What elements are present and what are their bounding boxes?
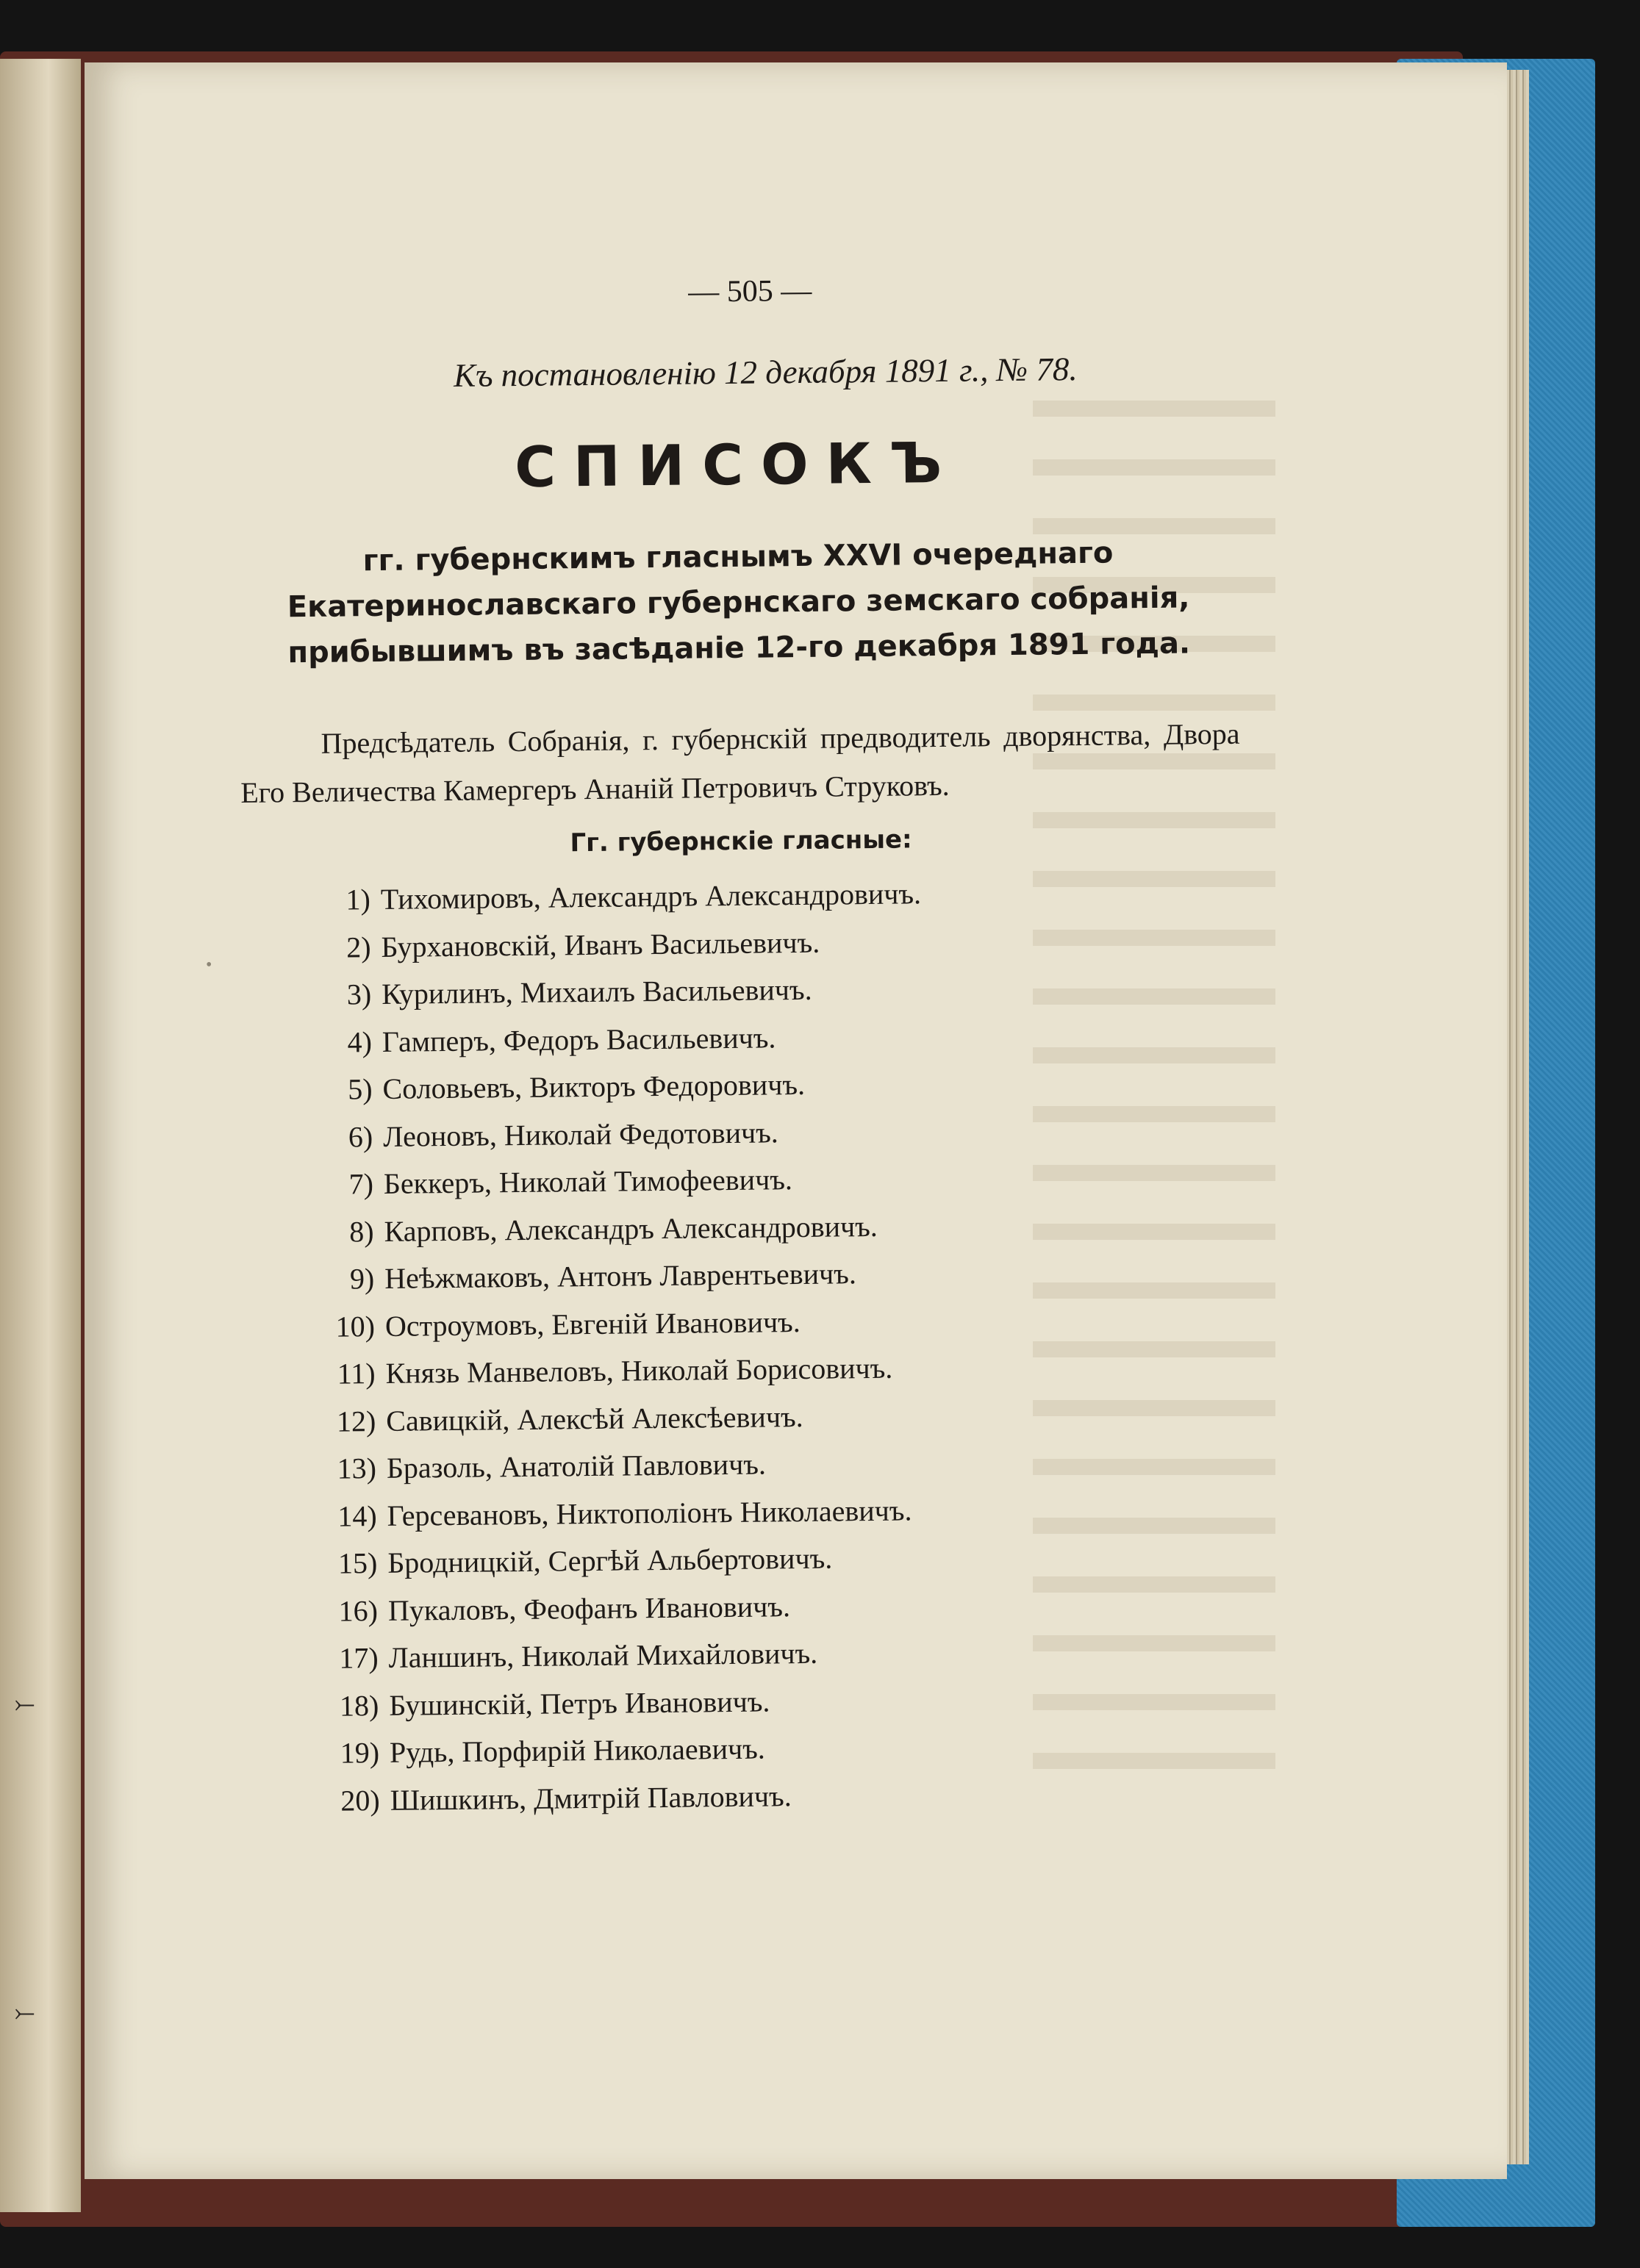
member-name: Рудь, Порфирій Николаевичъ. [389,1731,765,1769]
member-number: 19) [340,1736,380,1770]
ink-spot: • [206,955,212,975]
member-name: Пукаловъ, Феофанъ Ивановичъ. [387,1589,791,1627]
member-number: 15) [337,1546,378,1580]
member-name: Курилинъ, Михаилъ Васильевичъ. [381,972,812,1011]
member-number: 14) [337,1499,377,1533]
member-number: 2) [345,930,371,963]
page-number: — 505 — [687,273,812,309]
member-name: Соловьевъ, Викторъ Федоровичъ. [382,1067,806,1105]
member-name: Ланшинъ, Николай Михайловичъ. [388,1636,818,1674]
facing-page [0,59,81,2212]
members-heading: Гг. губернскіе гласные: [570,825,912,858]
member-name: Бурхановскій, Иванъ Васильевичъ. [381,925,820,963]
member-number: 7) [348,1167,374,1201]
page-content [235,269,1251,1826]
member-number: 10) [335,1309,376,1343]
member-name: Бродницкій, Сергѣй Альбертовичъ. [387,1541,833,1579]
member-number: 9) [349,1262,375,1296]
margin-mark: ⤚ [15,1690,35,1718]
document-subtitle: гг. губернскимъ гласнымъ XXVI очереднаго Екатеринославскаго губернскаго земскаго собранія, прибывшимъ въ засѣданіе 12-го декабря 1891 года. [287,536,1191,670]
member-name: Гамперъ, Федоръ Васильевичъ. [382,1020,776,1058]
member-number: 6) [348,1119,373,1153]
member-number: 18) [339,1688,379,1723]
member-number: 17) [339,1641,379,1675]
member-number: 4) [347,1024,373,1058]
member-number: 11) [337,1357,376,1390]
member-name: Бушинскій, Петръ Ивановичъ. [389,1684,770,1722]
member-name: Герсевановъ, Никтополіонъ Николаевичъ. [387,1493,912,1532]
member-name: Беккеръ, Николай Тимофеевичъ. [383,1163,793,1200]
member-name: Остроумовъ, Евгеній Ивановичъ. [384,1305,801,1343]
member-name: Леоновъ, Николай Федотовичъ. [382,1115,779,1153]
member-number: 16) [338,1593,379,1628]
member-number: 13) [337,1451,377,1485]
document-title: СПИСОКЪ [514,429,960,500]
members-list [242,867,1251,1826]
margin-mark: ⤚ [15,1999,35,2026]
member-name: Шишкинъ, Дмитрій Павловичъ. [390,1779,792,1817]
member-name: Бразоль, Анатолій Павловичъ. [386,1447,767,1485]
member-name: Карповъ, Александръ Александровичъ. [384,1209,878,1248]
member-number: 8) [349,1214,374,1248]
member-number: 12) [336,1404,376,1438]
member-name: Князь Манвеловъ, Николай Борисовичъ. [385,1351,893,1390]
chairman-paragraph: Предсѣдатель Собранія, г. губернскій предводитель дворянства, Двора Его Величества Камергеръ Ананій Петровичъ Струковъ. [240,717,1240,809]
member-number: 5) [347,1072,373,1106]
member-number: 1) [345,883,371,916]
resolution-reference: Къ постановленію 12 декабря 1891 г., № 78. [453,351,1078,394]
member-number: 20) [340,1783,380,1817]
member-name: Тихомировъ, Александръ Александровичъ. [380,877,922,916]
member-name: Савицкій, Алексѣй Алексѣевичъ. [386,1399,803,1438]
member-name: Неѣжмаковъ, Антонъ Лаврентьевичъ. [384,1257,857,1295]
member-number: 3) [346,977,372,1011]
